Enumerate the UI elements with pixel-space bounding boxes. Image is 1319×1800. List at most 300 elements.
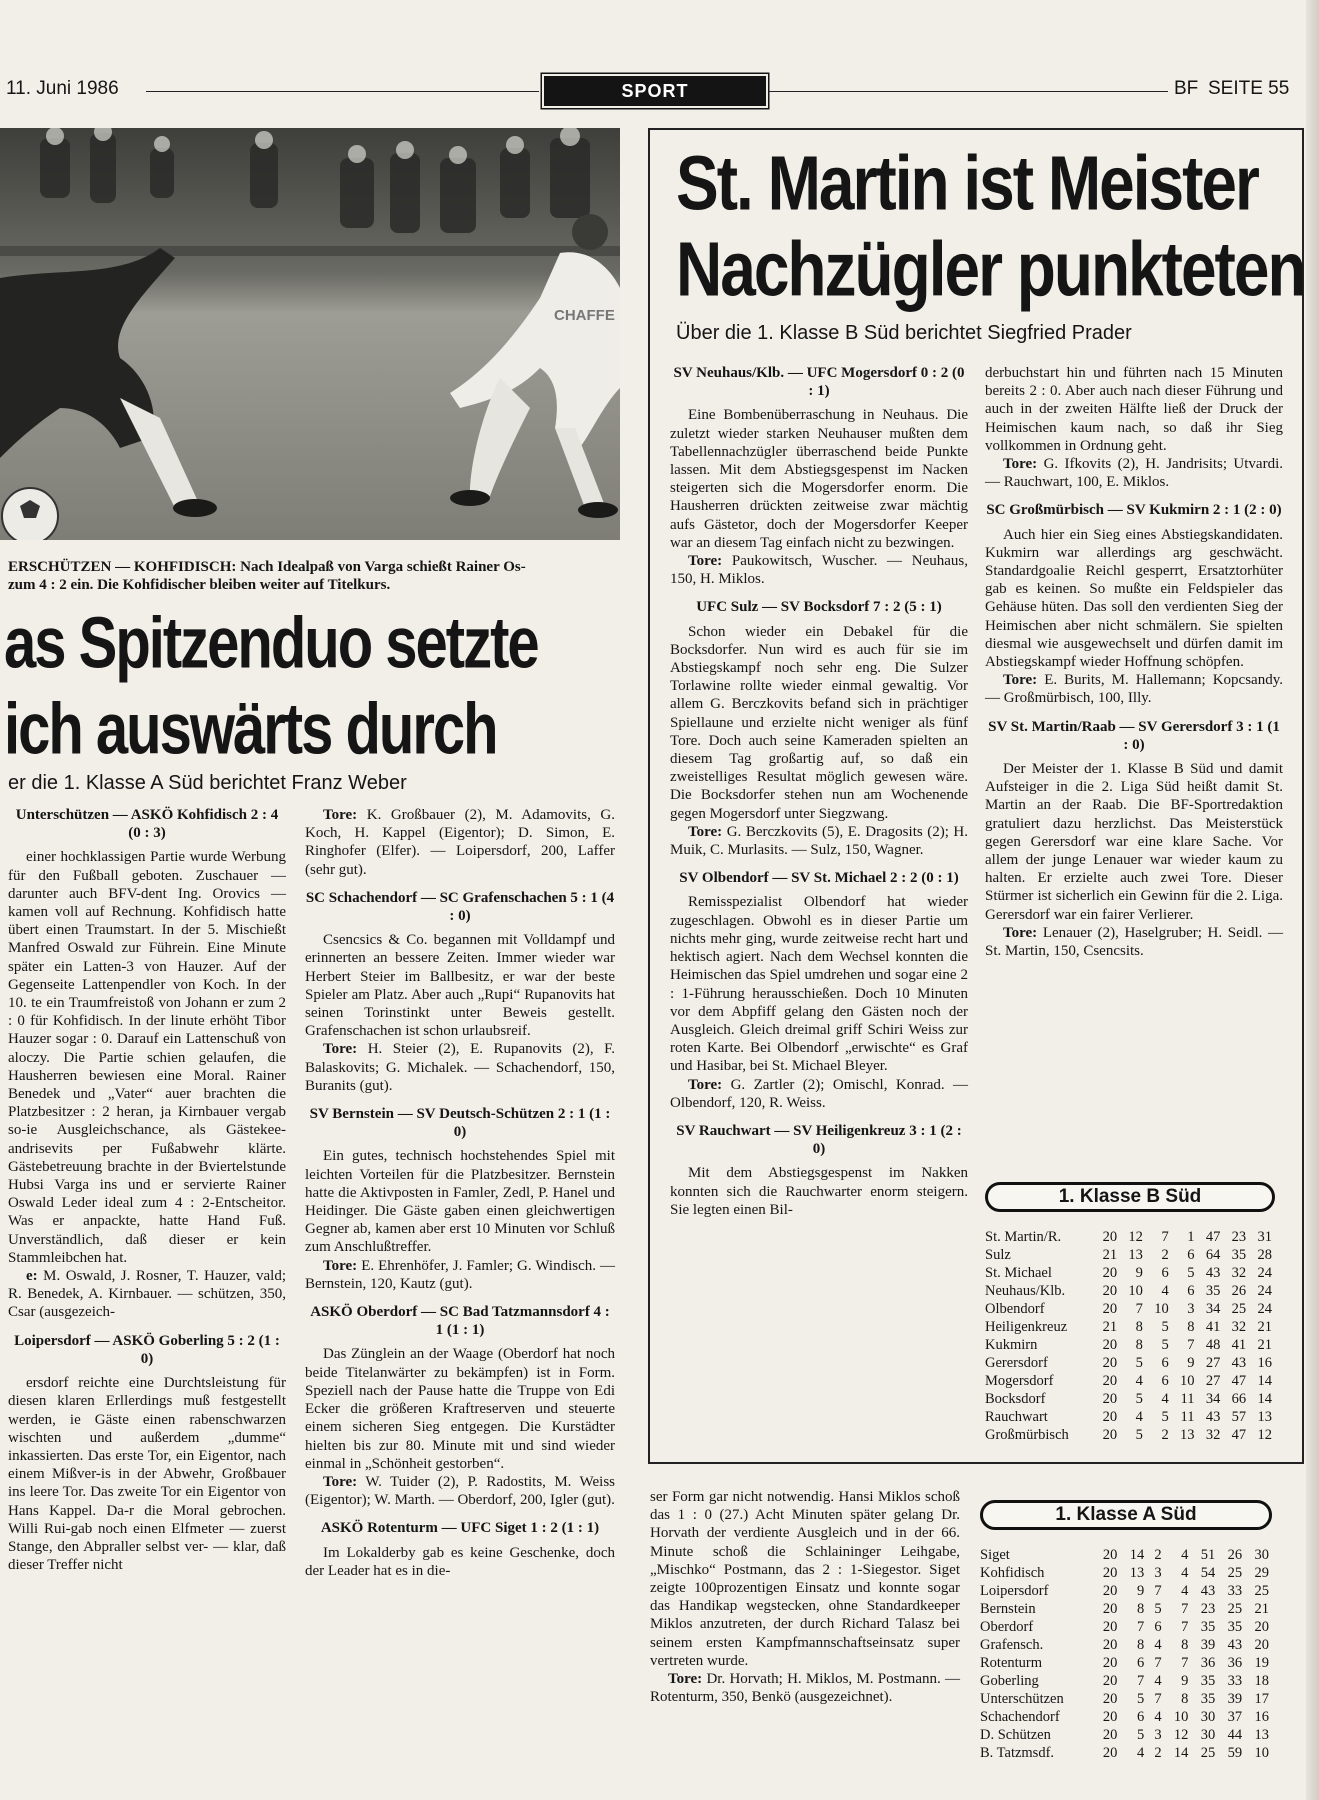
stat-cell: 4	[1135, 1409, 1143, 1425]
stat-cell: 20	[1254, 1637, 1269, 1653]
stat-cell: 1	[1187, 1229, 1195, 1245]
team-name: D. Schützen	[980, 1727, 1051, 1743]
stat-cell: 24	[1257, 1265, 1272, 1281]
stat-cell: 20	[1102, 1547, 1118, 1563]
stat-cell: 13	[1254, 1727, 1269, 1743]
stat-cell: 25	[1227, 1601, 1243, 1617]
article-paragraph: Mit dem Abstiegsgespenst im Nakken konnten sich die Rauchwarter enorm steigern. Sie legten einen Bil-	[670, 1165, 968, 1218]
stat-cell: 39	[1227, 1691, 1243, 1707]
scorers-line	[985, 924, 1283, 960]
stat-cell: 51	[1200, 1547, 1216, 1563]
stat-cell: 9	[1135, 1265, 1143, 1281]
stat-cell: 21	[1102, 1247, 1118, 1263]
stat-cell: 20	[1102, 1427, 1118, 1443]
stat-cell: 6	[1161, 1355, 1169, 1371]
scorers-line	[8, 1267, 286, 1322]
stat-cell: 33	[1227, 1673, 1243, 1689]
stat-cell: 7	[1135, 1301, 1143, 1317]
stat-cell: 47	[1231, 1373, 1247, 1389]
stat-cell: 4	[1161, 1283, 1169, 1299]
stat-cell: 23	[1231, 1229, 1247, 1245]
match-heading: SC Schachendorf — SC Grafenschachen 5 : 1 (4 : 0)	[305, 889, 615, 925]
scorers-line	[305, 1257, 615, 1293]
stat-cell: 26	[1227, 1547, 1243, 1563]
stat-cell: 7	[1161, 1229, 1169, 1245]
team-name: Goberling	[980, 1673, 1039, 1689]
match-heading: SV Olbendorf — SV St. Michael 2 : 2 (0 : 1)	[679, 870, 959, 887]
stat-cell: 18	[1254, 1673, 1269, 1689]
team-name: Unterschützen	[980, 1691, 1064, 1707]
standings-row	[980, 1708, 1272, 1726]
stat-cell: 14	[1257, 1391, 1272, 1407]
stat-cell: 20	[1102, 1727, 1118, 1743]
stat-cell: 30	[1200, 1709, 1216, 1725]
scorers-label: Tore:	[688, 1076, 723, 1093]
stat-cell: 12	[1128, 1229, 1143, 1245]
scorers-line	[305, 1473, 615, 1509]
standings-row	[980, 1618, 1272, 1636]
standings-row	[985, 1318, 1275, 1336]
team-name: Neuhaus/Klb.	[985, 1283, 1066, 1299]
standings-row	[985, 1390, 1275, 1408]
stat-cell: 57	[1231, 1409, 1247, 1425]
stat-cell: 20	[1102, 1337, 1118, 1353]
photo-caption-line-2: zum 4 : 2 ein. Die Kohfidischer bleiben weiter auf Titelkurs.	[8, 577, 391, 593]
left-byline: er die 1. Klasse A Süd berichtet Franz Weber	[8, 772, 407, 794]
stat-cell: 14	[1129, 1547, 1145, 1563]
article-paragraph: Eine Bombenüberraschung in Neuhaus. Die zuletzt wieder starken Neuhauser mußten dem Tabellennachzügler überraschend beide Punkte lassen. Mit dem Abstiegsgespenst im Nacken steigerten sich die Mogersdorfer enorm. Die Hausherren drückten zeitweise zwar mächtig aufs Gästetor, doch der Mogersdorfer Keeper war an diesem Tag einfach nicht zu bezwingen.	[670, 407, 968, 551]
section-label-box	[544, 76, 766, 106]
stat-cell: 6	[1161, 1265, 1169, 1281]
stat-cell: 6	[1136, 1655, 1145, 1671]
stat-cell: 6	[1187, 1283, 1195, 1299]
stat-cell: 8	[1136, 1637, 1145, 1653]
stat-cell: 30	[1254, 1547, 1269, 1563]
stat-cell: 20	[1102, 1691, 1118, 1707]
match-heading: ASKÖ Rotenturm — UFC Siget 1 : 2 (1 : 1)	[320, 1520, 600, 1537]
scorers-label: Tore:	[323, 1041, 358, 1058]
standings-row	[985, 1372, 1275, 1390]
stat-cell: 25	[1254, 1583, 1269, 1599]
team-name: Gerersdorf	[985, 1355, 1048, 1371]
stat-cell: 13	[1128, 1247, 1143, 1263]
stat-cell: 9	[1136, 1583, 1145, 1599]
team-name: Oberdorf	[980, 1619, 1034, 1635]
stat-cell: 8	[1181, 1637, 1189, 1653]
section-label: SPORT	[621, 81, 689, 101]
article-column-1	[8, 806, 286, 1574]
stat-cell: 5	[1135, 1427, 1143, 1443]
standings-row	[985, 1408, 1275, 1426]
scorers-label: Tore:	[1003, 456, 1038, 473]
scorers-text: G. Zartler (2); Omischl, Konrad. — Olbendorf, 120, R. Weiss.	[670, 1076, 969, 1111]
scorers-line	[650, 1670, 960, 1706]
stat-cell: 5	[1161, 1337, 1169, 1353]
header-rule-right	[768, 91, 1168, 92]
stat-cell: 25	[1231, 1301, 1247, 1317]
stat-cell: 7	[1154, 1691, 1162, 1707]
table-b-title: 1. Klasse B Süd	[985, 1182, 1275, 1212]
article-paragraph: einer hochklassigen Partie wurde Werbung für den Fußball geboten. Zuschauer — darunter auch BFV-dent Ing. Orovics — kamen voll auf Rechnung. Kohfidisch hatte übert einen Traumstart. In der 5. Mischießt Manfred Oswald zur Führein. Eine Minute später ein Latten-3 von Hauzer. Auf der Gegenseite Lattenpendler von Koch. In der 10. te ein Traumfreistoß von Johann er zum 2 : 0 für Kohfidisch. In der linute erhöht Tibor Hauzer sogar : 0. Darauf ein Lattenschuß von aloczy. Die Partie schien gelaufen, die Hausherren bewiesen eine Moral. Rainer Benedek und „Vater“ auer brachten die Platzbesitzer : 2 heran, ja Kirnbauer vergab so-ie Ausgleichschance, als Gästekee-andrisevits per Fußabwehr klärte. Gästebetreuung brachte in der Bviertelstunde Hubsi Varga ins und er servierte Rainer Oswald Leder ideal zum 4 : 2-Entscheitor. Was er anpackte, hatte Hand Fuß. Unverständlich, daß dieser er kein Stammleibchen hat.	[8, 849, 286, 1266]
stat-cell: 12	[1257, 1427, 1272, 1443]
stat-cell: 7	[1181, 1655, 1189, 1671]
article-paragraph: Auch hier ein Sieg eines Abstiegskandidaten. Kukmirn war allerdings arg geschwächt. Standardgoalie Reichl gesperrt, Ersatztorhüter gab es keinen. So mußte ein Feldspieler das Gehäuse hüten. Das soll den verdienten Sieg der Heimischen aber nicht schmälern. Sie spielten diesmal wie ausgewechselt und dürfen damit im Abstiegskampf wieder Hoffnung schöpfen.	[985, 526, 1283, 671]
scorers-text: G. Ifkovits (2), H. Jandrisits; Utvardi. — Rauchwart, 100, E. Miklos.	[985, 456, 1283, 491]
scorers-label: Tore:	[688, 553, 723, 570]
paper-abbrev: BF	[1174, 78, 1199, 99]
left-headline-line-1: as Spitzenduo setzte	[4, 602, 538, 684]
stat-cell: 19	[1254, 1655, 1269, 1671]
standings-table-a	[980, 1546, 1272, 1762]
header-rule-left	[146, 91, 539, 92]
stat-cell: 25	[1227, 1565, 1243, 1581]
team-name: Bocksdorf	[985, 1391, 1046, 1407]
stat-cell: 7	[1154, 1655, 1162, 1671]
match-heading: UFC Sulz — SV Bocksdorf 7 : 2 (5 : 1)	[696, 599, 942, 616]
page-header	[0, 78, 1319, 104]
stat-cell: 21	[1102, 1319, 1118, 1335]
scorers-line	[985, 455, 1283, 491]
continuation-column	[650, 1488, 960, 1706]
team-name: St. Michael	[985, 1265, 1052, 1281]
issue-date: 11. Juni 1986	[6, 78, 119, 99]
stat-cell: 4	[1154, 1709, 1162, 1725]
right-byline: Über die 1. Klasse B Süd berichtet Siegfried Prader	[676, 322, 1132, 344]
stat-cell: 48	[1205, 1337, 1221, 1353]
stat-cell: 32	[1205, 1427, 1221, 1443]
stat-cell: 47	[1205, 1229, 1221, 1245]
stat-cell: 20	[1102, 1637, 1118, 1653]
stat-cell: 11	[1180, 1409, 1195, 1425]
stat-cell: 24	[1257, 1301, 1272, 1317]
stat-cell: 20	[1102, 1583, 1118, 1599]
article-paragraph: Remisspezialist Olbendorf hat wieder zugeschlagen. Obwohl es in dieser Partie um nichts mehr ging, wurde zeitweise recht hart und hektisch agiert. Nach dem Wechsel konnten die Heimischen das Spiel umdrehen und sogar eine 2 : 1-Führung herausschießen. Doch 10 Minuten vor dem Abpfiff gelang den Gästen noch der Ausgleich. Gleich dreimal griff Schiri Weiss zur roten Karte. Bei Olbendorf „erwischte“ es Graf und Hasibar, bei St. Michael Bleyer.	[670, 894, 968, 1075]
match-photo	[0, 128, 620, 540]
stat-cell: 32	[1231, 1265, 1247, 1281]
stat-cell: 36	[1200, 1655, 1216, 1671]
stat-cell: 20	[1102, 1745, 1118, 1761]
stat-cell: 20	[1102, 1391, 1118, 1407]
stat-cell: 41	[1205, 1319, 1221, 1335]
stat-cell: 10	[1254, 1745, 1269, 1761]
scorers-label: e:	[26, 1268, 38, 1285]
article-paragraph: Ein gutes, technisch hochstehendes Spiel mit leichten Vorteilen für die Platzbesitzer. Bernstein hatte die Aktivposten in Famler, Zedl, P. Hanel und Heidinger. Die Gäste gaben einen gleichwertigen Gegner ab, kamen aber erst 10 Minuten vor Schluß zum Anschlußtreffer.	[305, 1148, 615, 1256]
scorers-label: Tore:	[1003, 924, 1038, 941]
stat-cell: 20	[1102, 1283, 1118, 1299]
stat-cell: 33	[1227, 1583, 1243, 1599]
standings-row	[980, 1726, 1272, 1744]
scorers-line	[985, 671, 1283, 707]
stat-cell: 32	[1231, 1319, 1247, 1335]
stat-cell: 7	[1187, 1337, 1195, 1353]
standings-row	[980, 1654, 1272, 1672]
stat-cell: 21	[1257, 1337, 1272, 1353]
stat-cell: 5	[1161, 1319, 1169, 1335]
stat-cell: 5	[1135, 1355, 1143, 1371]
scorers-line	[670, 552, 968, 588]
article-paragraph: Schon wieder ein Debakel für die Bocksdorfer. Nun wird es auch für sie im Abstiegskampf noch sehr eng. Die Sulzer Torlawine rollte wieder einmal gewaltig. Vor allem G. Berczkovits befand sich in prächtiger Spiellaune und erzielte nicht weniger als fünf Tore. Doch auch seine Kameraden spielten an diesem Tag großartig auf, so daß ein zweistelliges Resultat möglich gewesen wäre. Die Bocksdorfer stehen nun am Wochenende gegen Mogersdorf unter Siegzwang.	[670, 623, 968, 822]
team-name: Olbendorf	[985, 1301, 1045, 1317]
standings-table-b	[985, 1228, 1275, 1444]
stat-cell: 11	[1180, 1391, 1195, 1407]
stat-cell: 4	[1161, 1391, 1169, 1407]
standings-row	[980, 1600, 1272, 1618]
stat-cell: 3	[1154, 1727, 1162, 1743]
article-paragraph: ersdorf reichte eine Durchtsleistung für diesen klaren Erllerdings muß festgestellt werden, ie Gäste einen rabenschwarzen wischten und außerdem „dumme“ inkassierten. Das erste Tor, ein Eigentor, nach einem Mißver-is in der Abwehr, Großbauer ins leere Tor. Das zweite Tor ein Eigentor von Hans Kappel. Da-r die Moral gebrochen. Willi Rui-gab noch einen Elfmeter — zuerst Stange, den Abpraller selbst ver- — klar, daß dieser Treffer nicht	[8, 1375, 286, 1574]
stat-cell: 64	[1205, 1247, 1221, 1263]
stat-cell: 35	[1200, 1691, 1216, 1707]
team-name: Kukmirn	[985, 1337, 1038, 1353]
standings-row	[980, 1546, 1272, 1564]
stat-cell: 8	[1135, 1337, 1143, 1353]
stat-cell: 59	[1227, 1745, 1243, 1761]
match-heading: ASKÖ Oberdorf — SC Bad Tatzmannsdorf 4 : 1 (1 : 1)	[310, 1304, 610, 1339]
scorers-label: Tore:	[323, 807, 358, 823]
stat-cell: 20	[1102, 1565, 1118, 1581]
stat-cell: 27	[1205, 1355, 1221, 1371]
page-edge	[1306, 0, 1319, 1800]
article-paragraph: Csencsics & Co. begannen mit Volldampf und erinnerten an bessere Zeiten. Immer wieder war Herbert Steier im Ballbesitz, er war der beste Spieler am Platz. Aber auch „Rupi“ Rupanovits hat seinen Torinstinkt unter Beweis gestellt. Grafenschachen ist schon urlaubsreif.	[305, 932, 615, 1040]
stat-cell: 20	[1254, 1619, 1269, 1635]
match-heading: Unterschützen — ASKÖ Kohfidisch 2 : 4 (0 : 3)	[15, 807, 279, 842]
standings-row	[985, 1246, 1275, 1264]
stat-cell: 20	[1102, 1373, 1118, 1389]
stat-cell: 10	[1128, 1283, 1143, 1299]
match-heading: SV Neuhaus/Klb. — UFC Mogersdorf 0 : 2 (0 : 1)	[673, 365, 965, 400]
stat-cell: 8	[1187, 1319, 1195, 1335]
scorers-text: Lenauer (2), Haselgruber; H. Seidl. — St. Martin, 150, Csencsits.	[985, 924, 1283, 960]
stat-cell: 14	[1173, 1745, 1189, 1761]
stat-cell: 35	[1227, 1619, 1243, 1635]
team-name: Großmürbisch	[985, 1427, 1069, 1443]
article-column-3	[670, 364, 968, 1219]
article-column-2	[305, 806, 615, 1580]
stat-cell: 35	[1231, 1247, 1247, 1263]
stat-cell: 20	[1102, 1301, 1118, 1317]
stat-cell: 25	[1200, 1745, 1216, 1761]
team-name: Grafensch.	[980, 1637, 1044, 1653]
stat-cell: 20	[1102, 1229, 1118, 1245]
team-name: Schachendorf	[980, 1709, 1060, 1725]
team-name: Kohfidisch	[980, 1565, 1045, 1581]
scorers-text: H. Steier (2), E. Rupanovits (2), F. Balaskovits; G. Michalek. — Schachendorf, 150, Buranits (gut).	[305, 1041, 615, 1094]
team-name: Rauchwart	[985, 1409, 1048, 1425]
stat-cell: 43	[1227, 1637, 1243, 1653]
stat-cell: 5	[1135, 1391, 1143, 1407]
stat-cell: 9	[1187, 1355, 1195, 1371]
stat-cell: 2	[1154, 1745, 1162, 1761]
stat-cell: 20	[1102, 1709, 1118, 1725]
right-headline-line-1: St. Martin ist Meister	[676, 140, 1258, 227]
stat-cell: 4	[1181, 1565, 1189, 1581]
scorers-text: Dr. Horvath; H. Miklos, M. Postmann. — Rotenturm, 350, Benkö (ausgezeichnet).	[650, 1671, 960, 1706]
stat-cell: 35	[1200, 1619, 1216, 1635]
standings-row	[985, 1282, 1275, 1300]
stat-cell: 5	[1136, 1691, 1145, 1707]
stat-cell: 20	[1102, 1619, 1118, 1635]
stat-cell: 20	[1102, 1355, 1118, 1371]
left-headline-line-2: ich auswärts durch	[4, 688, 497, 770]
stat-cell: 2	[1154, 1547, 1162, 1563]
standings-row	[980, 1744, 1272, 1762]
stat-cell: 8	[1136, 1601, 1145, 1617]
scorers-text: E. Ehrenhöfer, J. Famler; G. Windisch. — Bernstein, 120, Kautz (gut).	[305, 1257, 615, 1292]
stat-cell: 30	[1200, 1727, 1216, 1743]
stat-cell: 2	[1161, 1427, 1169, 1443]
stat-cell: 43	[1200, 1583, 1216, 1599]
scorers-line	[305, 806, 615, 879]
scorers-label: Tore:	[688, 823, 723, 840]
scorers-text: M. Oswald, J. Rosner, T. Hauzer, vald; R. Benedek, A. Kirnbauer. — schützen, 350, Csar (ausgezeich-	[8, 1268, 286, 1321]
stat-cell: 4	[1136, 1745, 1145, 1761]
stat-cell: 6	[1187, 1247, 1195, 1263]
standings-row	[985, 1300, 1275, 1318]
stat-cell: 14	[1257, 1373, 1272, 1389]
match-heading: SV St. Martin/Raab — SV Gerersdorf 3 : 1 (1 : 0)	[988, 718, 1280, 753]
article-paragraph: Das Zünglein an der Waage (Oberdorf hat noch beide Titelanwärter zu bekämpfen) ist in Form. Speziell nach der Pause hatte die Truppe von Edi Ecker die größeren Kraftreserven und steuerte einem sicheren Sieg entgegen. Die Kurstädter hielten bis zur 80. Minute mit und sind wieder einmal in „Schönheit gestorben“.	[305, 1346, 615, 1472]
scorers-text: Paukowitsch, Wuscher. — Neuhaus, 150, H. Miklos.	[670, 553, 968, 588]
team-name: Mogersdorf	[985, 1373, 1054, 1389]
stat-cell: 36	[1227, 1655, 1243, 1671]
stat-cell: 10	[1180, 1373, 1195, 1389]
stat-cell: 3	[1187, 1301, 1195, 1317]
stat-cell: 3	[1154, 1565, 1162, 1581]
stat-cell: 16	[1257, 1355, 1272, 1371]
stat-cell: 54	[1200, 1565, 1216, 1581]
stat-cell: 21	[1257, 1319, 1272, 1335]
stat-cell: 7	[1136, 1619, 1145, 1635]
stat-cell: 5	[1136, 1727, 1145, 1743]
stat-cell: 43	[1231, 1355, 1247, 1371]
standings-row	[980, 1672, 1272, 1690]
team-name: St. Martin/R.	[985, 1229, 1062, 1245]
stat-cell: 34	[1205, 1391, 1221, 1407]
scorers-label: Tore:	[323, 1257, 358, 1274]
standings-row	[985, 1354, 1275, 1372]
team-name: Rotenturm	[980, 1655, 1043, 1671]
standings-row	[980, 1636, 1272, 1654]
stat-cell: 7	[1154, 1583, 1162, 1599]
article-column-4	[985, 364, 1283, 960]
standings-row	[980, 1582, 1272, 1600]
scorers-label: Tore:	[323, 1473, 358, 1490]
stat-cell: 44	[1227, 1727, 1243, 1743]
jersey-text: CHAFFE	[554, 307, 615, 324]
stat-cell: 26	[1231, 1283, 1247, 1299]
stat-cell: 4	[1181, 1583, 1189, 1599]
stat-cell: 13	[1129, 1565, 1145, 1581]
stat-cell: 9	[1181, 1673, 1189, 1689]
standings-row	[985, 1264, 1275, 1282]
scorers-text: E. Burits, M. Hallemann; Kopcsandy. — Großmürbisch, 100, Illy.	[985, 672, 1283, 707]
stat-cell: 2	[1161, 1247, 1169, 1263]
stat-cell: 7	[1136, 1673, 1145, 1689]
stat-cell: 7	[1181, 1601, 1189, 1617]
team-name: Siget	[980, 1547, 1010, 1563]
page-number: SEITE 55	[1208, 78, 1290, 99]
stat-cell: 24	[1257, 1283, 1272, 1299]
scorers-line	[305, 1040, 615, 1095]
stat-cell: 13	[1180, 1427, 1195, 1443]
stat-cell: 16	[1254, 1709, 1269, 1725]
stat-cell: 20	[1102, 1601, 1118, 1617]
match-heading: SV Rauchwart — SV Heiligenkreuz 3 : 1 (2 : 0)	[676, 1122, 962, 1158]
stat-cell: 43	[1205, 1265, 1221, 1281]
standings-row	[980, 1564, 1272, 1582]
right-headline-line-2: Nachzügler punkteten	[676, 226, 1305, 313]
stat-cell: 28	[1257, 1247, 1272, 1263]
scorers-text: K. Großbauer (2), M. Adamovits, G. Koch, H. Kappel (Eigentor); D. Simon, E. Ringhofer (Elfer). — Loipersdorf, 200, Laffer (sehr gut).	[305, 807, 615, 878]
stat-cell: 20	[1102, 1673, 1118, 1689]
stat-cell: 17	[1254, 1691, 1269, 1707]
stat-cell: 5	[1154, 1601, 1162, 1617]
stat-cell: 35	[1205, 1283, 1221, 1299]
stat-cell: 20	[1102, 1655, 1118, 1671]
stat-cell: 13	[1257, 1409, 1272, 1425]
stat-cell: 20	[1102, 1409, 1118, 1425]
stat-cell: 29	[1254, 1565, 1269, 1581]
team-name: Heiligenkreuz	[985, 1319, 1068, 1335]
stat-cell: 21	[1254, 1601, 1269, 1617]
article-paragraph: Der Meister der 1. Klasse B Süd und damit Aufsteiger in die 2. Liga Süd heißt damit St. Martin an der Raab. Die BF-Sportredaktion gratuliert dazu herzlichst. Das Meisterstück gegen Gerersdorf war eine klare Sache. Vor allem der junge Lenauer war wieder kaum zu halten. Er erzielte auch zwei Tore. Dieser Stürmer ist sicherlich ein Gewinn für die 2. Liga. Gerersdorf war ein fairer Verlierer.	[985, 761, 1283, 923]
match-heading: SV Bernstein — SV Deutsch-Schützen 2 : 1 (1 : 0)	[309, 1106, 611, 1141]
team-name: Sulz	[985, 1247, 1011, 1263]
stat-cell: 4	[1181, 1547, 1189, 1563]
scorers-text: G. Berczkovits (5), E. Dragosits (2); H. Muik, C. Murlasits. — Sulz, 150, Wagner.	[670, 823, 968, 859]
match-photo-graphic	[0, 128, 620, 540]
stat-cell: 4	[1154, 1637, 1162, 1653]
article-paragraph: Im Lokalderby gab es keine Geschenke, doch der Leader hat es in die-	[305, 1544, 615, 1579]
stat-cell: 4	[1135, 1373, 1143, 1389]
stat-cell: 27	[1205, 1373, 1221, 1389]
article-paragraph: ser Form gar nicht notwendig. Hansi Miklos schoß das 1 : 0 (27.) Acht Minuten später gelang Dr. Horvath der verdiente Ausgleich und in der 66. Minute schoß die Schlaininger Leihgabe, „Mischko“ Postmann, das 2 : 1-Siegestor. Siget zeigte 100prozentigen Einsatz und konnte sogar das Handikap wegstecken, ohne Standardkeeper Miklos anzutreten, der durch Richard Talasz bei seinem ersten Kampfmannschaftseinsatz super vertreten wurde.	[650, 1489, 960, 1669]
photo-caption-line-1: ERSCHÜTZEN — KOHFIDISCH: Nach Idealpaß von Varga schießt Rainer Os-	[8, 559, 526, 575]
photo-caption	[8, 558, 628, 594]
scorers-text: W. Tuider (2), P. Radostits, M. Weiss (Eigentor); W. Marth. — Oberdorf, 200, Igler (gut).	[305, 1473, 615, 1509]
stat-cell: 23	[1200, 1601, 1216, 1617]
stat-cell: 6	[1161, 1373, 1169, 1389]
stat-cell: 6	[1154, 1619, 1162, 1635]
stat-cell: 12	[1173, 1727, 1189, 1743]
match-heading: Loipersdorf — ASKÖ Goberling 5 : 2 (1 : 0)	[14, 1332, 280, 1367]
stat-cell: 31	[1257, 1229, 1272, 1245]
scorers-label: Tore:	[1003, 672, 1038, 689]
stat-cell: 10	[1154, 1301, 1169, 1317]
stat-cell: 37	[1227, 1709, 1243, 1725]
standings-row	[985, 1426, 1275, 1444]
stat-cell: 34	[1205, 1301, 1221, 1317]
team-name: Loipersdorf	[980, 1583, 1049, 1599]
stat-cell: 6	[1136, 1709, 1145, 1725]
article-paragraph: derbuchstart hin und führten nach 15 Minuten bereits 2 : 0. Aber auch nach dieser Führung und auch in der zweiten Hälfte ließ der Druck der Heimischen kaum nach, so daß ihr Sieg vollkommen in Ordnung geht.	[985, 365, 1283, 454]
stat-cell: 66	[1231, 1391, 1247, 1407]
team-name: Bernstein	[980, 1601, 1036, 1617]
stat-cell: 10	[1173, 1709, 1189, 1725]
stat-cell: 4	[1154, 1673, 1162, 1689]
scorers-line	[670, 823, 968, 859]
table-a-title: 1. Klasse A Süd	[980, 1500, 1272, 1530]
match-heading: SC Großmürbisch — SV Kukmirn 2 : 1 (2 : 0)	[986, 502, 1282, 519]
scorers-label: Tore:	[668, 1671, 703, 1688]
stat-cell: 7	[1181, 1619, 1189, 1635]
standings-row	[985, 1228, 1275, 1246]
stat-cell: 8	[1135, 1319, 1143, 1335]
stat-cell: 43	[1205, 1409, 1221, 1425]
stat-cell: 20	[1102, 1265, 1118, 1281]
stat-cell: 35	[1200, 1673, 1216, 1689]
stat-cell: 8	[1181, 1691, 1189, 1707]
stat-cell: 41	[1231, 1337, 1247, 1353]
